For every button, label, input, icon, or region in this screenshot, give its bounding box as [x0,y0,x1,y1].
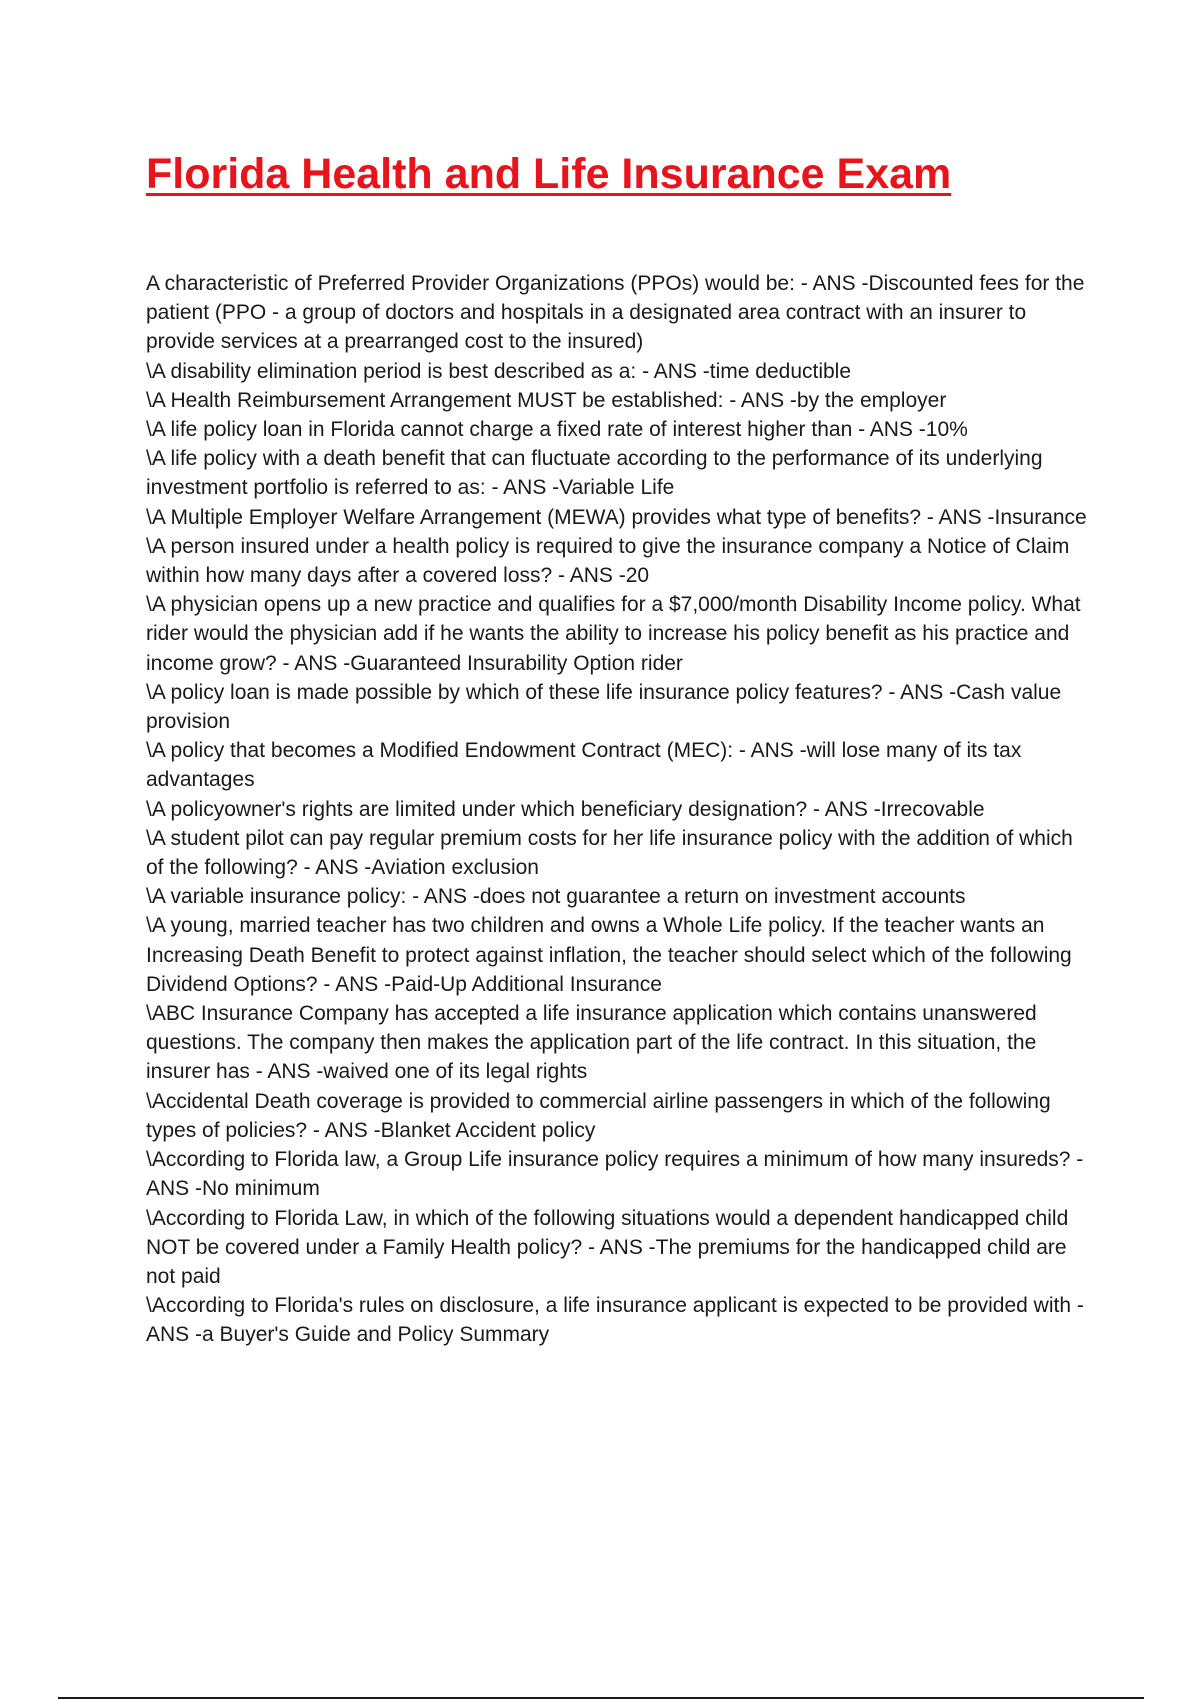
qa-item: \A life policy with a death benefit that can fluctuate according to the performance of its underlying investment portfolio is referred to as: - ANS -Variable Life [146,447,1043,500]
qa-item: \A Multiple Employer Welfare Arrangement (MEWA) provides what type of benefits? - ANS -Insurance [146,505,1087,529]
qa-item: \A variable insurance policy: - ANS -does not guarantee a return on investment accounts [146,885,966,909]
qa-item: \A disability elimination period is best described as a: - ANS -time deductible [146,359,852,383]
qa-item: \According to Florida's rules on disclosure, a life insurance applicant is expected to be provided with - ANS -a Buyer's Guide and Policy Summary [146,1294,1084,1347]
qa-item: \A physician opens up a new practice and qualifies for a $7,000/month Disability Income policy. What rider would the physician add if he wants the ability to increase his policy benefit as his practice and income grow? - ANS -Guaranteed Insurability Option rider [146,593,1081,675]
qa-item: \A policyowner's rights are limited under which beneficiary designation? - ANS -Irrecovable [146,797,985,821]
qa-item: A characteristic of Preferred Provider Organizations (PPOs) would be: - ANS -Discounted fees for the patient (PPO - a group of doctors and hospitals in a designated area contract with an insurer to provide services at a prearranged cost to the insured) [146,272,1085,354]
qa-item: \A life policy loan in Florida cannot charge a fixed rate of interest higher than - ANS -10% [146,418,968,442]
qa-item: \According to Florida law, a Group Life insurance policy requires a minimum of how many insureds? - ANS -No minimum [146,1148,1084,1201]
page-title: Florida Health and Life Insurance Exam [146,150,952,198]
qa-item: \A policy loan is made possible by which of these life insurance policy features? - ANS -Cash value provision [146,680,1062,734]
qa-item: \A policy that becomes a Modified Endowment Contract (MEC): - ANS -will lose many of its tax advantages [146,739,1022,792]
qa-item: \A young, married teacher has two children and owns a Whole Life policy. If the teacher wants an Increasing Death Benefit to protect against inflation, the teacher should select which of the following Dividend Options? - ANS -Paid-Up Additional Insurance [146,914,1072,996]
page-bottom-divider [58,1697,1144,1699]
qa-item: \A student pilot can pay regular premium costs for her life insurance policy with the addition of which of the following? - ANS -Aviation exclusion [146,826,1073,880]
qa-item: \According to Florida Law, in which of the following situations would a dependent handicapped child NOT be covered under a Family Health policy? - ANS -The premiums for the handicapped child are not paid [146,1206,1069,1288]
qa-item: \A person insured under a health policy is required to give the insurance company a Notice of Claim within how many days after a covered loss? - ANS -20 [146,534,1070,588]
qa-item: \A Health Reimbursement Arrangement MUST be established: - ANS -by the employer [146,388,947,412]
qa-item: \Accidental Death coverage is provided to commercial airline passengers in which of the following types of policies? - ANS -Blanket Accident policy [146,1089,1051,1142]
qa-item: \ABC Insurance Company has accepted a life insurance application which contains unanswered questions. The company then makes the application part of the life contract. In this situation, the insurer has - ANS -waived one of its legal rights [146,1002,1037,1084]
qa-list [146,269,1096,1350]
